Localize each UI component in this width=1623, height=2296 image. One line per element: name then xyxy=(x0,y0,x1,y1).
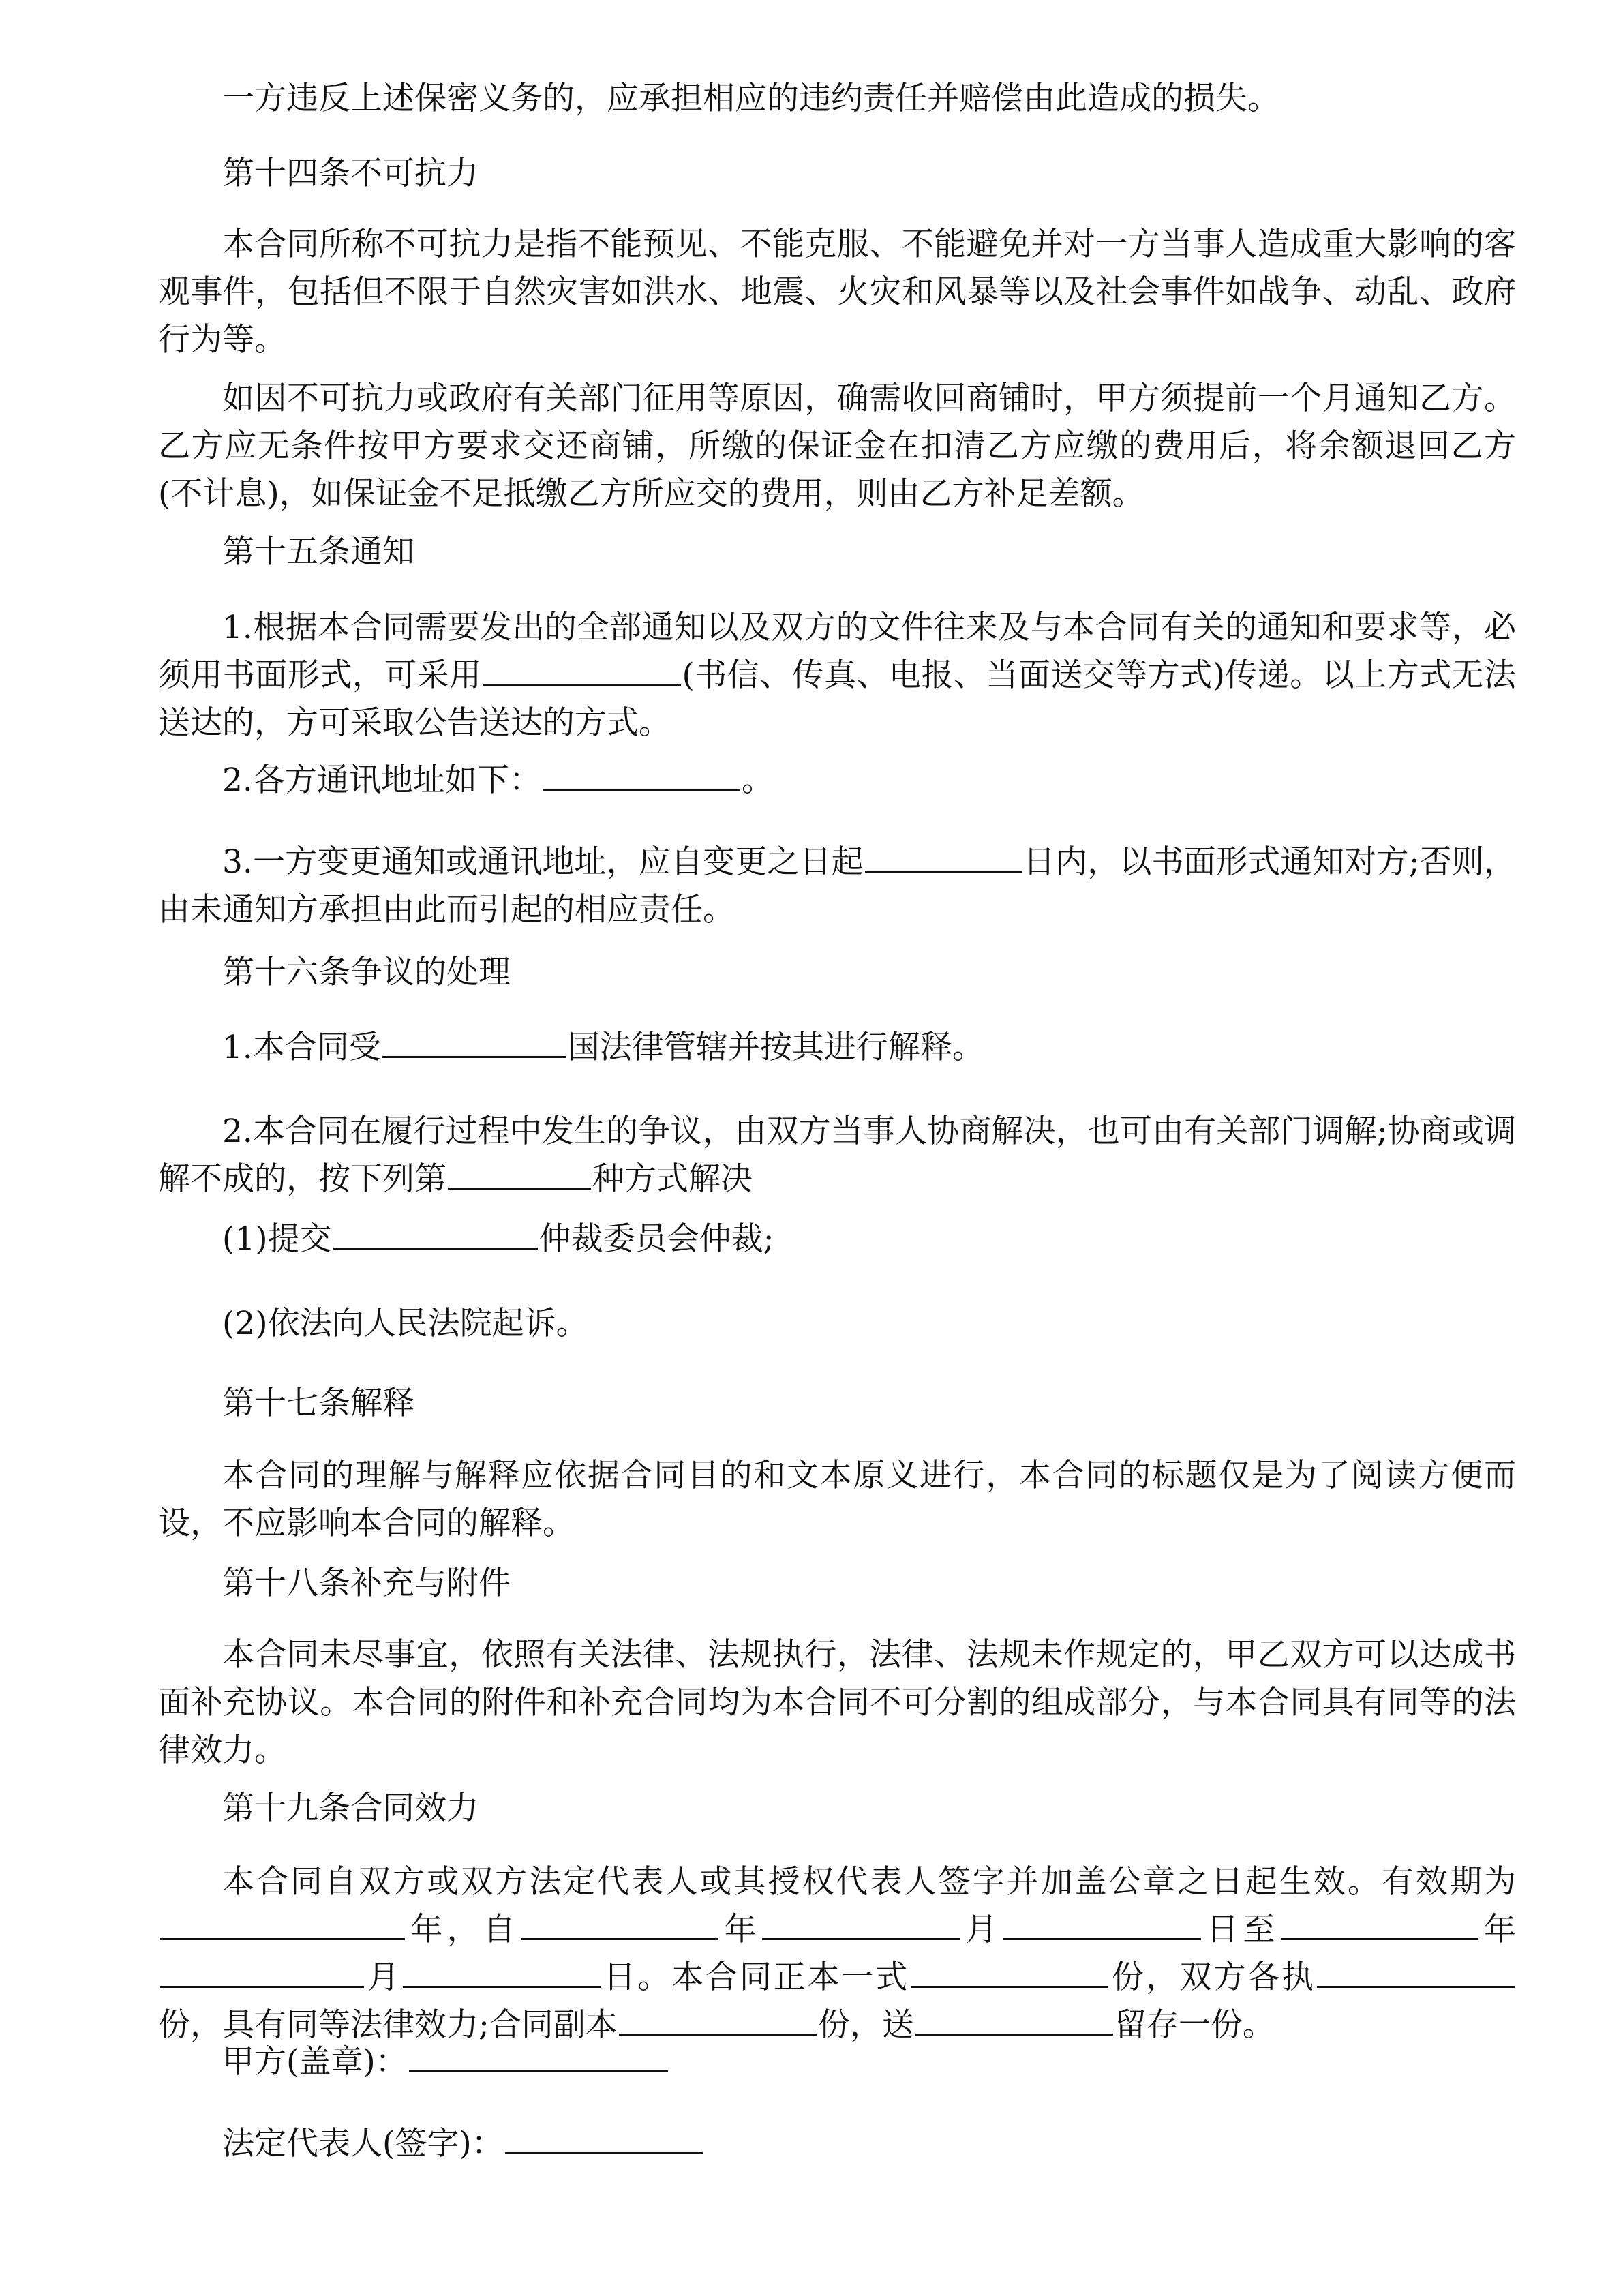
party-a-seal-line xyxy=(222,2038,669,2086)
article-19-heading: 第十九条合同效力 xyxy=(222,1789,479,1827)
arbitration-commission-blank[interactable] xyxy=(333,1219,538,1250)
paragraph-supplements: 本合同未尽事宜，依照有关法律、法规执行，法律、法规未作规定的，甲乙双方可以达成书面补充协议。本合同的附件和补充合同均为本合同不可分割的组成部分，与本合同具有同等的法律效力。 xyxy=(158,1636,1516,1769)
paragraph-contract-validity xyxy=(158,1858,1516,2049)
paragraph-confidentiality-breach: 一方违反上述保密义务的，应承担相应的违约责任并赔偿由此造成的损失。 xyxy=(222,80,1279,117)
paragraph-interpretation: 本合同的理解与解释应依据合同目的和文本原义进行，本合同的标题仅是为了阅读方便而设，不应影响本合同的解释。 xyxy=(158,1457,1516,1542)
method-number-blank[interactable] xyxy=(448,1159,591,1190)
legal-rep-signature-blank[interactable] xyxy=(505,2124,703,2154)
country-blank[interactable] xyxy=(382,1027,566,1058)
validity-text-l: 留存一份。 xyxy=(1114,2006,1275,2044)
party-a-seal-label: 甲方(盖章)： xyxy=(222,2043,408,2081)
end-month-blank[interactable] xyxy=(160,1957,364,1988)
paragraph-force-majeure-definition: 本合同所称不可抗力是指不能预见、不能克服、不能避免并对一方当事人造成重大影响的客观事件，包括但不限于自然灾害如洪水、地震、火灾和风暴等以及社会事件如战争、动乱、政府行为等。 xyxy=(158,226,1516,359)
arbitration-text-a: (1)提交 xyxy=(222,1220,332,1258)
validity-text-i: 份，双方各执 xyxy=(1110,1959,1316,1996)
validity-text-e: 日至 xyxy=(1202,1911,1279,1948)
notice-change-text-b: 日内，以书面形式通知对方;否则，由未通知方承担由此而引起的相应责任。 xyxy=(158,843,1516,928)
governing-law-text-a: 1.本合同受 xyxy=(222,1029,381,1066)
paragraph-notice-address xyxy=(158,757,1516,804)
article-14-heading: 第十四条不可抗力 xyxy=(222,155,479,192)
validity-text-a: 本合同自双方或双方法定代表人或其授权代表人签字并加盖公章之日起生效。有效期为 xyxy=(222,1863,1516,1901)
copies-each-blank[interactable] xyxy=(1317,1957,1515,1988)
article-16-heading: 第十六条争议的处理 xyxy=(222,954,511,991)
recipient-blank[interactable] xyxy=(915,2005,1113,2036)
end-year-blank[interactable] xyxy=(1281,1909,1478,1940)
originals-count-blank[interactable] xyxy=(911,1957,1108,1988)
notice-address-end: 。 xyxy=(741,761,774,799)
validity-text-f: 年 xyxy=(1479,1911,1517,1948)
paragraph-dispute-resolution xyxy=(158,1108,1516,1203)
article-17-heading: 第十七条解释 xyxy=(222,1385,414,1422)
paragraph-notice-change xyxy=(158,839,1516,934)
dispute-text-b: 种方式解决 xyxy=(592,1160,753,1198)
end-day-blank[interactable] xyxy=(403,1957,601,1988)
start-day-blank[interactable] xyxy=(1003,1909,1201,1940)
validity-text-c: 年 xyxy=(720,1911,761,1948)
article-15-heading: 第十五条通知 xyxy=(222,533,414,571)
paragraph-governing-law xyxy=(158,1024,1516,1072)
validity-text-b: 年，自 xyxy=(406,1911,520,1948)
duplicates-count-blank[interactable] xyxy=(619,2005,817,2036)
notice-method-blank[interactable] xyxy=(483,655,681,686)
paragraph-litigation-option: (2)依法向人民法院起诉。 xyxy=(222,1305,588,1342)
validity-years-blank[interactable] xyxy=(160,1909,405,1940)
arbitration-text-b: 仲裁委员会仲裁; xyxy=(539,1220,774,1258)
notice-days-blank[interactable] xyxy=(865,842,1022,873)
legal-rep-signature-line xyxy=(222,2120,704,2168)
validity-text-j: 份，具有同等法律效力;合同副本 xyxy=(158,2006,618,2044)
dispute-text-a: 2.本合同在履行过程中发生的争议，由双方当事人协商解决，也可由有关部门调解;协商或调解不成的，按下列第 xyxy=(158,1113,1516,1198)
validity-text-h: 日。本合同正本一式 xyxy=(601,1959,910,1996)
notice-address-label: 2.各方通讯地址如下： xyxy=(222,761,541,799)
address-blank[interactable] xyxy=(543,760,740,791)
validity-text-k: 份，送 xyxy=(817,2006,914,2044)
notice-change-text-a: 3.一方变更通知或通讯地址，应自变更之日起 xyxy=(222,843,864,881)
paragraph-force-majeure-recovery: 如因不可抗力或政府有关部门征用等原因，确需收回商铺时，甲方须提前一个月通知乙方。乙方应无条件按甲方要求交还商铺，所缴的保证金在扣清乙方应缴的费用后，将余额退回乙方(不计息)，如保证金不足抵缴乙方所应交的费用，则由乙方补足差额。 xyxy=(158,380,1516,513)
notice-form-text-a: 1.根据本合同需要发出的全部通知以及双方的文件往来及与本合同有关的通知和要求等，必须用书面形式，可采用 xyxy=(158,609,1516,694)
party-a-seal-blank[interactable] xyxy=(409,2042,668,2072)
start-year-blank[interactable] xyxy=(521,1909,718,1940)
validity-text-g: 月 xyxy=(365,1959,401,1996)
start-month-blank[interactable] xyxy=(762,1909,960,1940)
article-18-heading: 第十八条补充与附件 xyxy=(222,1565,511,1602)
legal-rep-label: 法定代表人(签字)： xyxy=(222,2125,504,2162)
paragraph-arbitration-option xyxy=(158,1215,1516,1263)
validity-text-d: 月 xyxy=(961,1911,1002,1948)
paragraph-notice-form xyxy=(158,604,1516,747)
governing-law-text-b: 国法律管辖并按其进行解释。 xyxy=(567,1029,984,1066)
notice-form-text-b: (书信、传真、电报、当面送交等方式)传递。以上方式无法送达的，方可采取公告送达的方式。 xyxy=(158,656,1517,742)
